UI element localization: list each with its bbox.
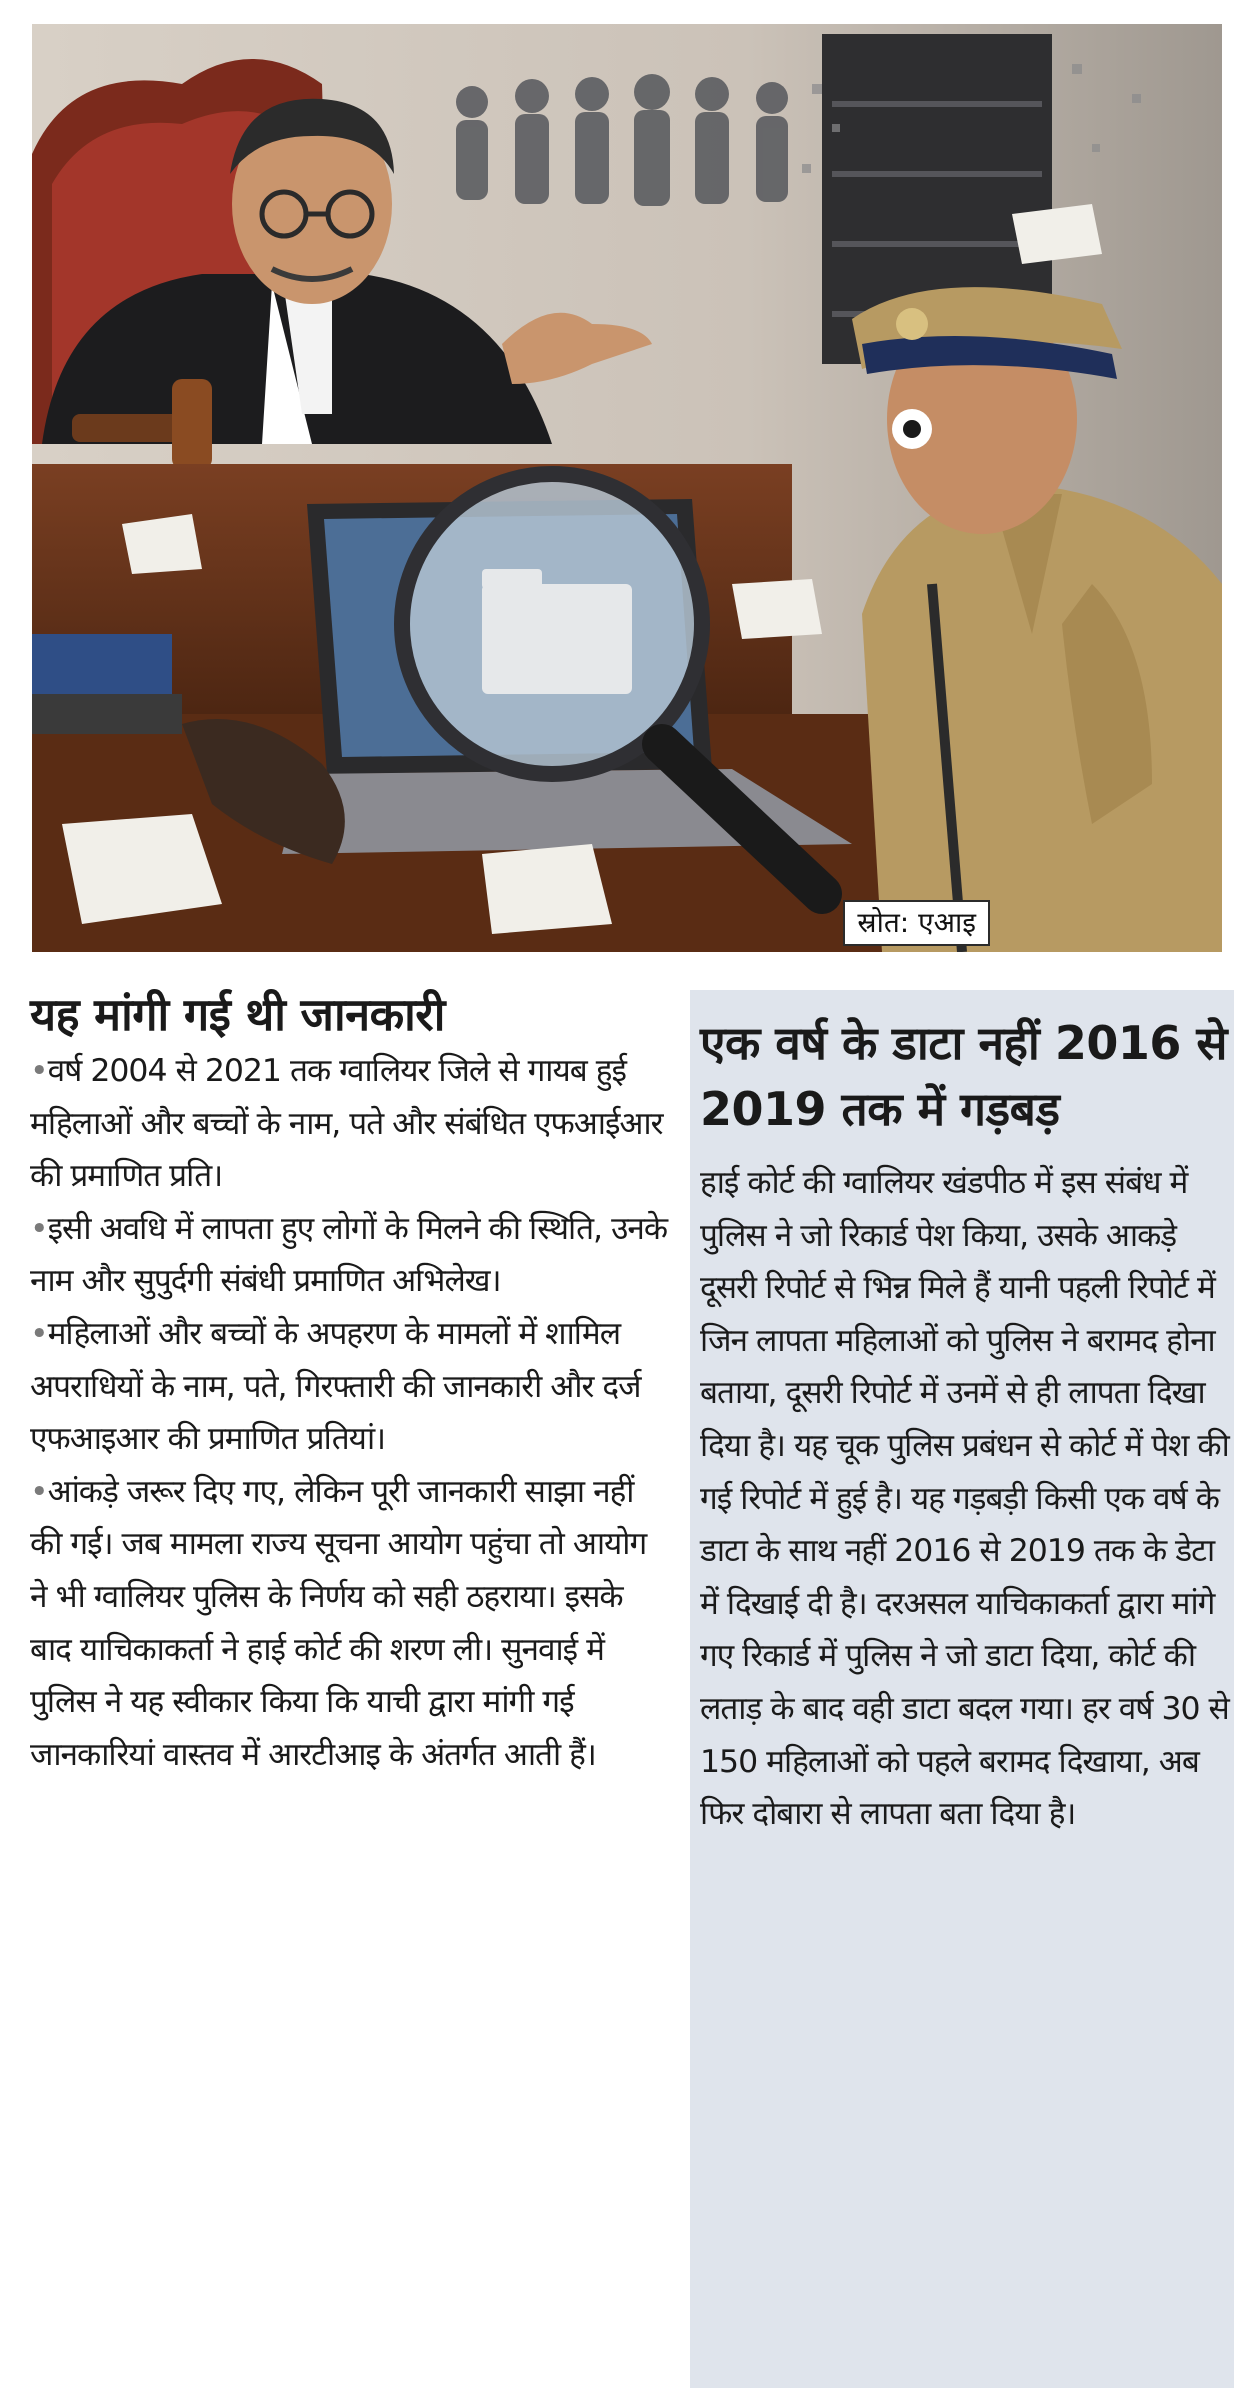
left-bullet-3 <box>30 1308 668 1466</box>
bullet-dot: • <box>30 1473 48 1510</box>
left-bullet-2-text: इसी अवधि में लापता हुए लोगों के मिलने की स्थिति, उनके नाम और सुपुर्दगी संबंधी प्रमाणित अभिलेख। <box>30 1210 668 1300</box>
judge-police-illustration <box>32 24 1222 952</box>
right-sidebar-box <box>690 990 1234 2388</box>
left-bullet-4 <box>30 1466 668 1782</box>
left-bullet-2 <box>30 1203 668 1308</box>
bullet-dot: • <box>30 1053 48 1089</box>
bullet-dot: • <box>30 1315 48 1352</box>
left-heading: यह मांगी गई थी जानकारी <box>30 988 445 1041</box>
right-body-text: हाई कोर्ट की ग्वालियर खंडपीठ में इस संबंध में पुलिस ने जो रिकार्ड पेश किया, उसके आकड़े दूसरी रिपोर्ट से भिन्न मिले हैं यानी पहली रिपोर्ट में जिन लापता महिलाओं को पुलिस ने बरामद होना बताया, दूसरी रिपोर्ट में उनमें से ही लापता दिखा दिया है। यह चूक पुलिस प्रबंधन से कोर्ट में पेश की गई रिपोर्ट में हुई है। यह गड़बड़ी किसी एक वर्ष के डाटा के साथ नहीं 2016 से 2019 तक के डेटा में दिखाई दी है। दरअसल याचिकाकर्ता द्वारा मांगे गए रिकार्ड में पुलिस ने जो डाटा दिया, कोर्ट की लताड़ के बाद वही डाटा बदल गया। हर वर्ष 30 से 150 महिलाओं को पहले बरामद दिखाया, अब फिर दोबारा से लापता बता दिया है। <box>700 1165 1229 1833</box>
left-bullet-3-text: महिलाओं और बच्चों के अपहरण के मामलों में शामिल अपराधियों के नाम, पते, गिरफ्तारी की जानकारी और दर्ज एफआइआर की प्रमाणित प्रतियां। <box>30 1315 641 1458</box>
left-column <box>30 985 668 1781</box>
right-heading: एक वर्ष के डाटा नहीं 2016 से 2019 तक में गड़बड़ <box>700 1016 1227 1136</box>
left-bullet-4-text: आंकड़े जरूर दिए गए, लेकिन पूरी जानकारी साझा नहीं की गई। जब मामला राज्य सूचना आयोग पहुंचा तो आयोग ने भी ग्वालियर पुलिस के निर्णय को सही ठहराया। इसके बाद याचिकाकर्ता ने हाई कोर्ट की शरण ली। सुनवाई में पुलिस ने यह स्वीकार किया कि याची द्वारा मांगी गई जानकारियां वास्तव में आरटीआइ के अंतर्गत आती हैं। <box>30 1473 647 1773</box>
bullet-dot: • <box>30 1210 48 1247</box>
left-bullet-1 <box>30 1045 668 1203</box>
court-illustration <box>32 24 1222 952</box>
left-bullet-1-text: वर्ष 2004 से 2021 तक ग्वालियर जिले से गायब हुई महिलाओं और बच्चों के नाम, पते और संबंधित एफआईआर की प्रमाणित प्रति। <box>30 1053 663 1195</box>
image-credit: स्रोत: एआइ <box>843 900 990 946</box>
